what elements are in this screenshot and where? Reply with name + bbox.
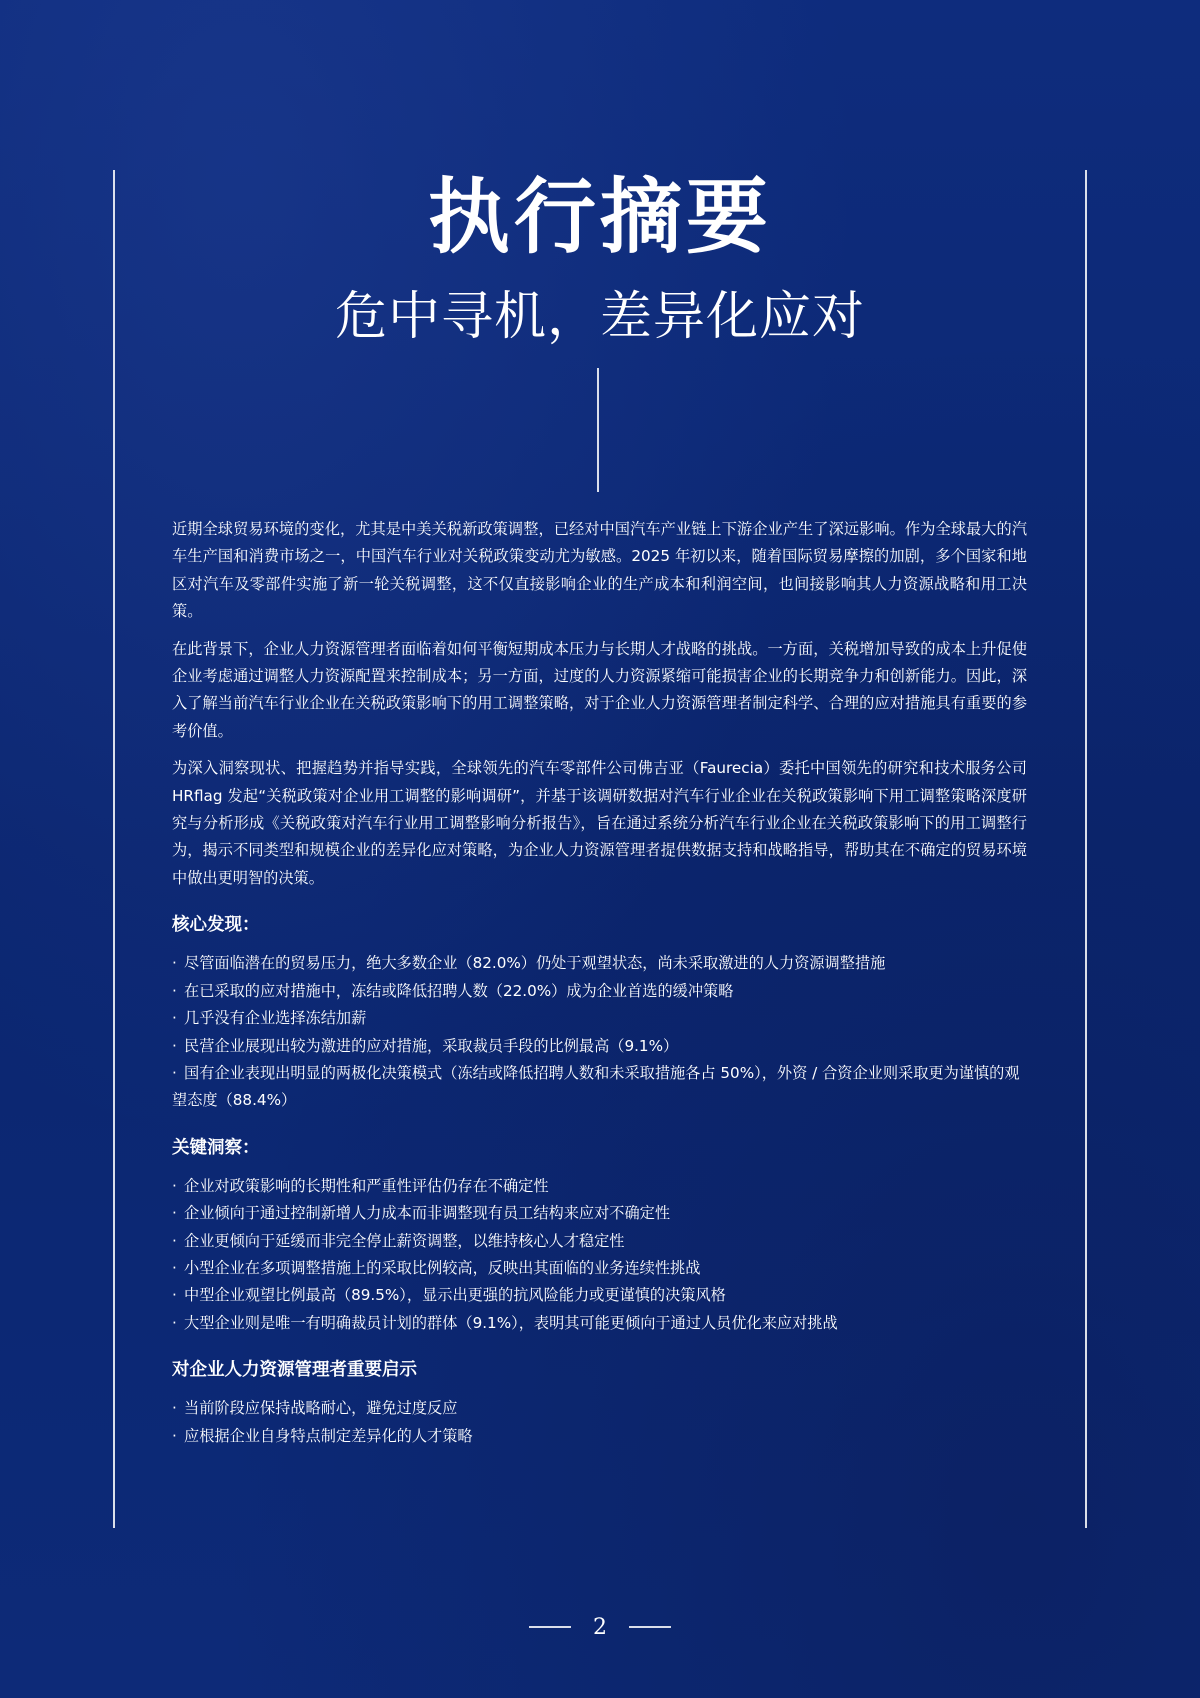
left-frame-line	[113, 170, 115, 1528]
list-item	[172, 1005, 1027, 1032]
implications-list	[172, 1395, 1027, 1450]
list-item-text: 大型企业则是唯一有明确裁员计划的群体（9.1%），表明其可能更倾向于通过人员优化来应对挑战	[184, 1313, 838, 1332]
intro-paragraph-3: 为深入洞察现状、把握趋势并指导实践，全球领先的汽车零部件公司佛吉亚（Faurecia）委托中国领先的研究和技术服务公司 HRflag 发起“关税政策对企业用工调整的影响调研”，并基于该调研数据对汽车行业企业在关税政策影响下用工调整策略深度研究与分析形成《关税政策对汽车行业用工调整影响分析报告》，旨在通过系统分析汽车行业企业在关税政策影响下的用工调整行为，揭示不同类型和规模企业的差异化应对策略，为企业人力资源管理者提供数据支持和战略指导，帮助其在不确定的贸易环境中做出更明智的决策。	[172, 759, 1027, 887]
list-item	[172, 1033, 1027, 1060]
list-item-text: 民营企业展现出较为激进的应对措施，采取裁员手段的比例最高（9.1%）	[184, 1036, 679, 1055]
list-item-text: 中型企业观望比例最高（89.5%），显示出更强的抗风险能力或更谨慎的决策风格	[184, 1286, 726, 1305]
title-divider	[597, 368, 599, 492]
bullet-dot-icon: ·	[172, 1286, 177, 1305]
list-item	[172, 950, 1027, 977]
list-item-text: 尽管面临潜在的贸易压力，绝大多数企业（82.0%）仍处于观望状态，尚未采取激进的人力资源调整措施	[184, 954, 886, 973]
list-item-text: 应根据企业自身特点制定差异化的人才策略	[184, 1426, 473, 1445]
bullet-dot-icon: ·	[172, 981, 177, 1000]
insights-heading: 关键洞察：	[172, 1137, 260, 1158]
bullet-dot-icon: ·	[172, 1399, 177, 1418]
insights-list	[172, 1173, 1027, 1337]
list-item	[172, 1255, 1027, 1282]
list-item-text: 小型企业在多项调整措施上的采取比例较高，反映出其面临的业务连续性挑战	[184, 1258, 701, 1277]
list-item	[172, 1395, 1027, 1422]
bullet-dot-icon: ·	[172, 1231, 177, 1250]
list-item-text: 当前阶段应保持战略耐心，避免过度反应	[184, 1399, 458, 1418]
implications-section	[172, 1355, 1027, 1450]
insights-section	[172, 1133, 1027, 1337]
page-number: 2	[593, 1614, 607, 1640]
page-title: 执行摘要	[427, 170, 772, 265]
findings-section	[172, 910, 1027, 1114]
bullet-dot-icon: ·	[172, 1063, 177, 1082]
bullet-dot-icon: ·	[172, 1313, 177, 1332]
list-item	[172, 1310, 1027, 1337]
list-item-text: 国有企业表现出明显的两极化决策模式（冻结或降低招聘人数和未采取措施各占 50%），外资 / 合资企业则采取更为谨慎的观望态度（88.4%）	[172, 1063, 1020, 1110]
intro-paragraph-1: 近期全球贸易环境的变化，尤其是中美关税新政策调整，已经对中国汽车产业链上下游企业产生了深远影响。作为全球最大的汽车生产国和消费市场之一，中国汽车行业对关税政策变动尤为敏感。2025 年初以来，随着国际贸易摩擦的加剧，多个国家和地区对汽车及零部件实施了新一轮关税调整，这不仅直接影响企业的生产成本和利润空间，也间接影响其人力资源战略和用工决策。	[172, 520, 1027, 621]
list-item	[172, 1060, 1027, 1115]
list-item	[172, 1228, 1027, 1255]
list-item-text: 企业倾向于通过控制新增人力成本而非调整现有员工结构来应对不确定性	[184, 1204, 670, 1223]
page-footer	[0, 1612, 1200, 1642]
list-item-text: 企业更倾向于延缓而非完全停止薪资调整，以维持核心人才稳定性	[184, 1231, 625, 1250]
bullet-dot-icon: ·	[172, 1204, 177, 1223]
right-frame-line	[1085, 170, 1087, 1528]
bullet-dot-icon: ·	[172, 1009, 177, 1028]
list-item-text: 企业对政策影响的长期性和严重性评估仍存在不确定性	[184, 1176, 549, 1195]
findings-list	[172, 950, 1027, 1114]
bullet-dot-icon: ·	[172, 1036, 177, 1055]
bullet-dot-icon: ·	[172, 1258, 177, 1277]
list-item	[172, 1200, 1027, 1227]
implications-heading: 对企业人力资源管理者重要启示	[172, 1360, 417, 1381]
summary-content	[172, 516, 1027, 1450]
page-subtitle: 危中寻机，差异化应对	[334, 287, 865, 347]
list-item-text: 几乎没有企业选择冻结加薪	[184, 1009, 367, 1028]
bullet-dot-icon: ·	[172, 1176, 177, 1195]
list-item	[172, 1423, 1027, 1450]
findings-heading: 核心发现：	[172, 915, 260, 936]
bullet-dot-icon: ·	[172, 1426, 177, 1445]
intro-paragraph-2: 在此背景下，企业人力资源管理者面临着如何平衡短期成本压力与长期人才战略的挑战。一方面，关税增加导致的成本上升促使企业考虑通过调整人力资源配置来控制成本；另一方面，过度的人力资源紧缩可能损害企业的长期竞争力和创新能力。因此，深入了解当前汽车行业企业在关税政策影响下的用工调整策略，对于企业人力资源管理者制定科学、合理的应对措施具有重要的参考价值。	[172, 639, 1027, 740]
bullet-dot-icon: ·	[172, 954, 177, 973]
list-item-text: 在已采取的应对措施中，冻结或降低招聘人数（22.0%）成为企业首选的缓冲策略	[184, 981, 734, 1000]
footer-rule-right	[629, 1626, 671, 1628]
list-item	[172, 1173, 1027, 1200]
list-item	[172, 978, 1027, 1005]
list-item	[172, 1282, 1027, 1309]
footer-rule-left	[529, 1626, 571, 1628]
